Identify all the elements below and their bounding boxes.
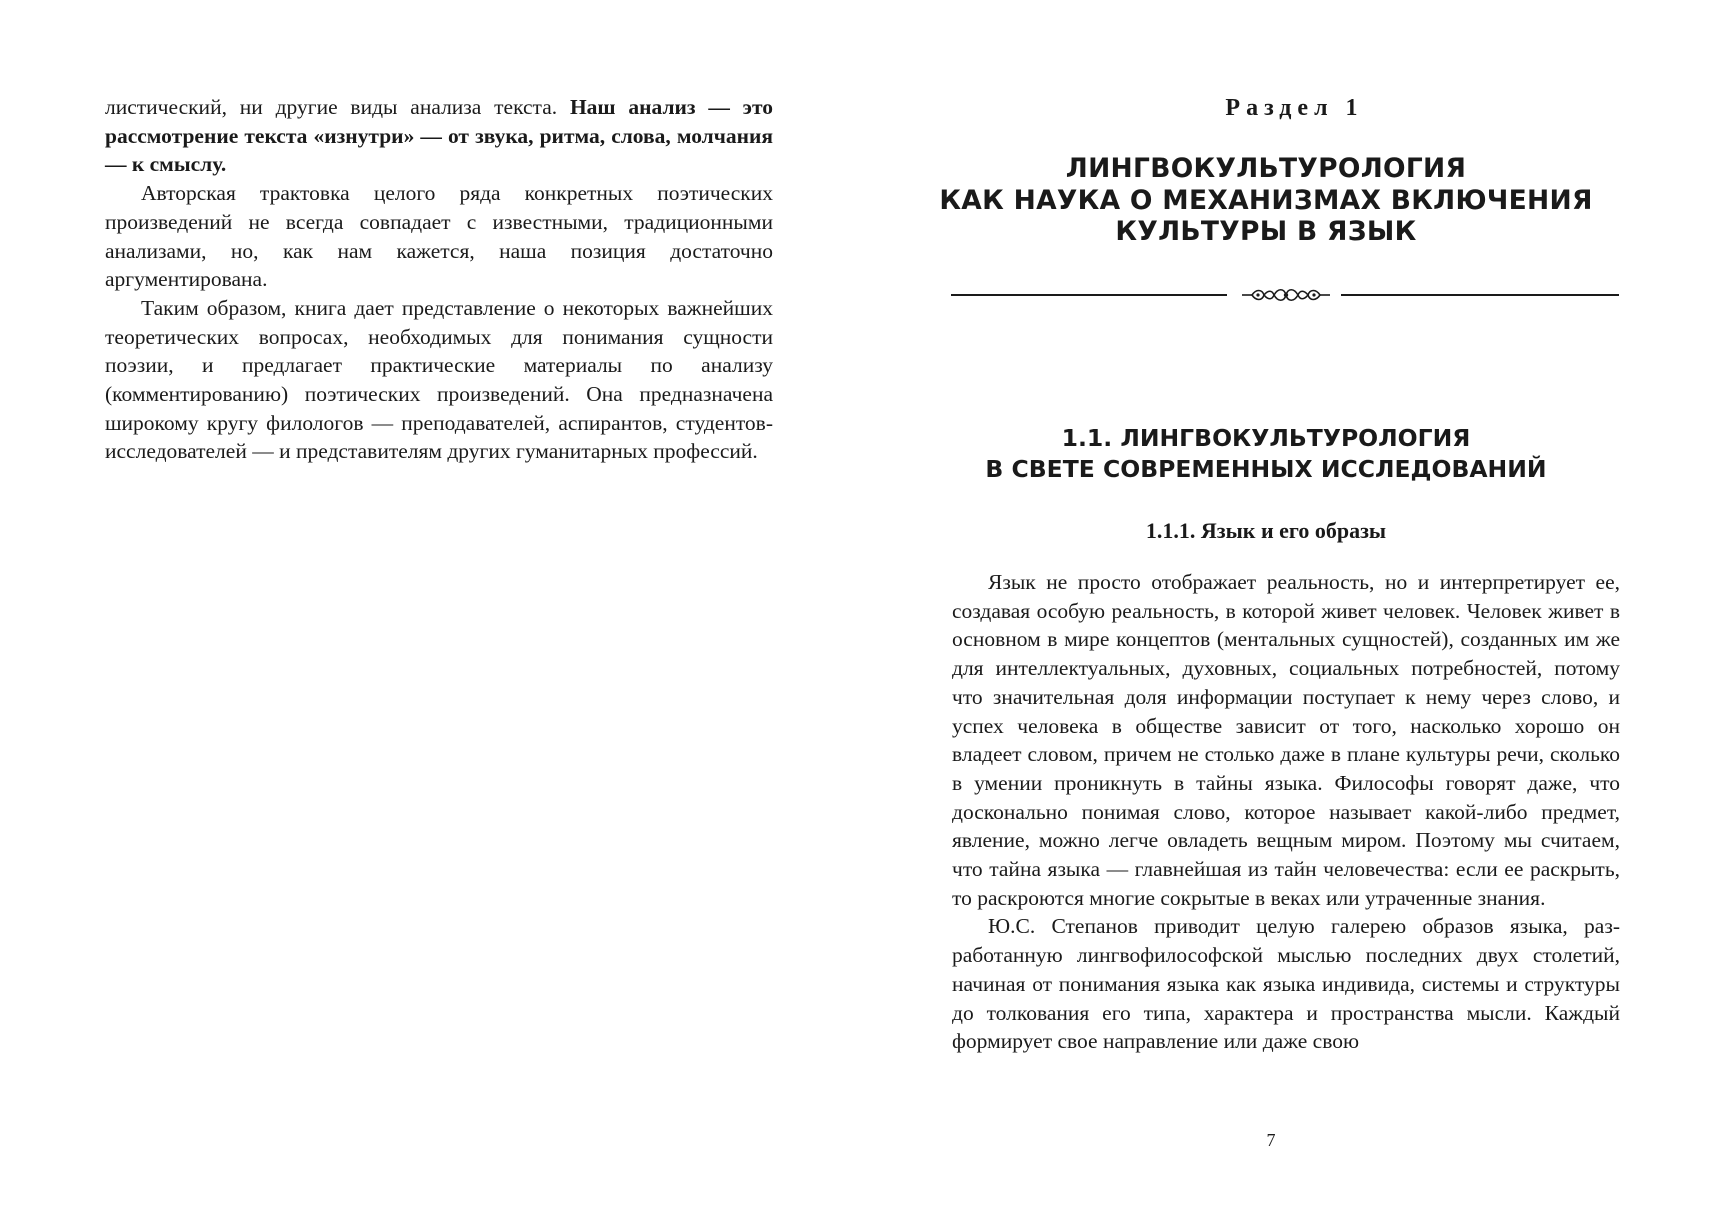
left-paragraph-2: Авторская трактовка целого ряда конкретных поэтических произведений не всегда совпадает с известными, традиционными анализами, но, как нам кажется, наша позиция достаточно аргументирована. (105, 181, 773, 292)
page-number: 7 (1266, 1130, 1276, 1150)
chapter-title-line-2: В СВЕТЕ СОВРЕМЕННЫХ ИССЛЕДОВАНИЙ (985, 455, 1547, 483)
right-page-text (952, 568, 1620, 1056)
divider-line-right (1341, 294, 1619, 296)
ornamental-divider (951, 287, 1619, 303)
part-title-line-1: ЛИНГВОКУЛЬТУРОЛОГИЯ (1065, 153, 1467, 184)
right-paragraph-2: Ю.С. Степанов приводит целую галерею образов языка, разработанную лингвофилософской мыслью последних двух столетий, начиная от понимания языка как языка индивида, системы и структуры до толкования его типа, характера и пространства мысли. Каждый формирует свое направление или даже свою (952, 914, 1620, 1054)
ornament-icon (1240, 287, 1332, 303)
chapter-title (896, 423, 1636, 485)
left-paragraph-1 (105, 93, 773, 179)
right-paragraph-1: Язык не просто отображает реальность, но и интерпретирует ее, создавая особую реальность, в которой живет человек. Человек живет в основном в мире концептов (ментальных сущностей), созданных им же для интеллектуальных, духовных, социальных потребностей, потому что значительная доля информации поступает к нему через слово, и успех человека в обществе зависит от того, насколько хорошо он владеет словом, причем не столько даже в плане культуры речи, сколько в умении проникнуть в тайны языка. Философы говорят даже, что досконально понимая слово, которое называет какой-либо предмет, явление, можно легче овладеть вещным миром. Поэтому мы считаем, что тайна языка — главнейшая из тайн человечества: если ее раскрыть, то раскроются многие сокрытые в веках или утраченные знания. (952, 570, 1620, 910)
part-title-line-2: КАК НАУКА О МЕХАНИЗМАХ ВКЛЮЧЕНИЯ (939, 184, 1593, 216)
divider-line-left (951, 294, 1227, 296)
left-page-text (105, 93, 773, 466)
left-paragraph-3: Таким образом, книга дает представление о некоторых важнейших теоретических вопросах, необходимых для понимания сущности поэзии, и предлагает практические материалы по анализу (комментированию) поэтических произведений. Она предназначена широкому кругу филологов — преподавателей, аспирантов, студентов-исследователей — и представителям других гуманитарных профессий. (105, 295, 773, 464)
left-page (0, 0, 856, 1211)
chapter-title-line-1: 1.1. ЛИНГВОКУЛЬТУРОЛОГИЯ (1061, 424, 1471, 452)
part-title (896, 153, 1636, 248)
right-page (856, 0, 1713, 1211)
section-label: Раздел 1 (1225, 95, 1364, 121)
left-paragraph-1-plain: листический, ни другие виды анализа текста. (105, 95, 570, 119)
subsection-title: 1.1.1. Язык и его образы (1145, 518, 1387, 543)
left-paragraph-1-bold: Наш анализ — это рассмотрение текста «изнутри» — от звука, ритма, слова, молчания — к смыслу. (105, 95, 773, 177)
part-title-line-3: КУЛЬТУРЫ В ЯЗЫК (1115, 216, 1417, 247)
